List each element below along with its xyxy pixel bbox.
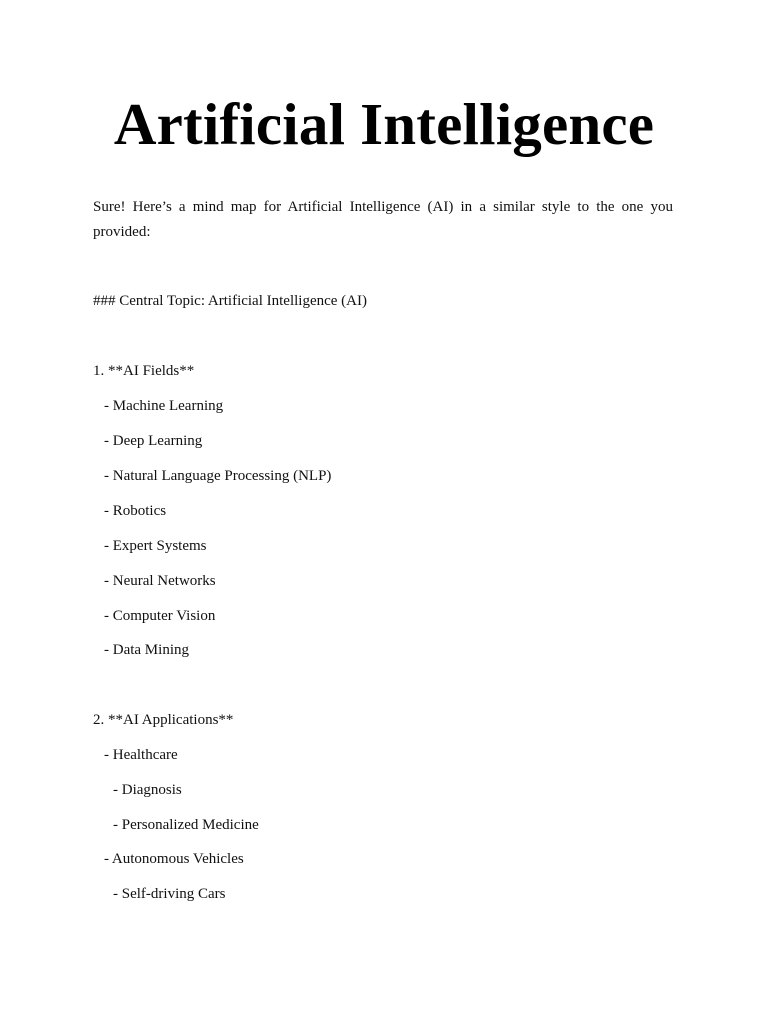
sub-list-item: - Diagnosis (113, 782, 182, 798)
list-item: - Robotics (104, 503, 167, 519)
list-item: - Machine Learning (104, 398, 224, 414)
list-item: - Natural Language Processing (NLP) (104, 468, 332, 484)
section-heading-ai-fields: 1. **AI Fields** (93, 363, 195, 379)
list-item: - Healthcare (104, 747, 178, 763)
sub-list-item: - Self-driving Cars (113, 886, 226, 902)
central-topic: ### Central Topic: Artificial Intelligence (AI) (93, 293, 367, 309)
intro-paragraph: Sure! Here’s a mind map for Artificial Intelligence (AI) in a similar style to the one you provided: (93, 199, 673, 240)
list-item: - Data Mining (104, 642, 189, 658)
list-item: - Autonomous Vehicles (104, 851, 244, 867)
list-item: - Computer Vision (104, 608, 216, 624)
list-item: - Neural Networks (104, 573, 216, 589)
sub-list-item: - Personalized Medicine (113, 817, 259, 833)
section-heading-ai-applications: 2. **AI Applications** (93, 712, 234, 728)
list-item: - Deep Learning (104, 433, 203, 449)
document-title: Artificial Intelligence (113, 91, 655, 157)
list-item: - Expert Systems (104, 538, 207, 554)
